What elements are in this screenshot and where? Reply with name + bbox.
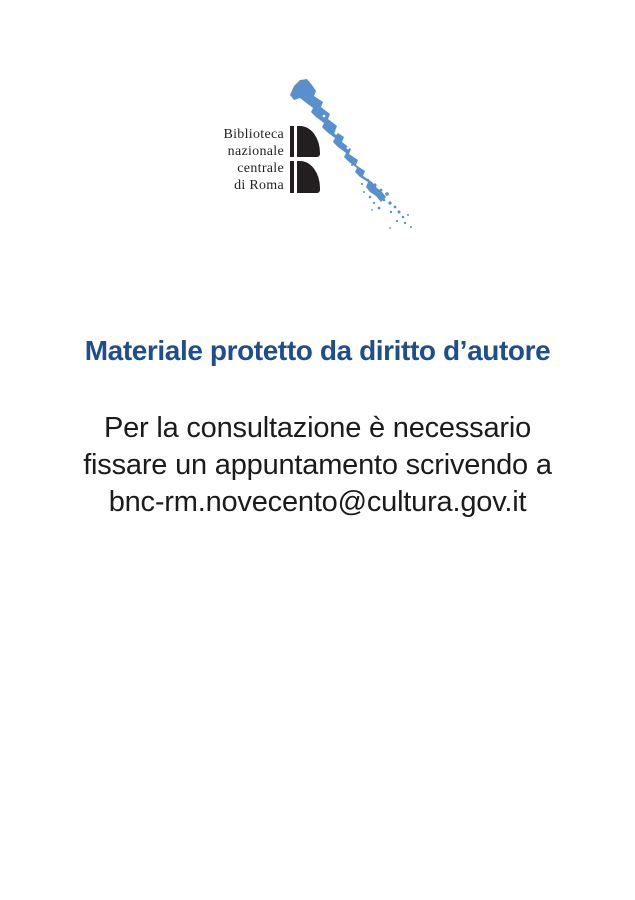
wordmark-line-4: di Roma	[234, 178, 284, 193]
b-bowl-top	[297, 126, 320, 157]
wordmark-line-2: nazionale	[227, 144, 284, 159]
logo-wordmark	[160, 126, 284, 194]
b-stem-bottom	[290, 161, 294, 193]
b-stem-top	[290, 126, 294, 157]
wordmark-line-1: Biblioteca	[223, 127, 284, 142]
instruction-line-2: fissare un appuntamento scrivendo a	[83, 449, 552, 481]
bncr-logo	[0, 0, 635, 240]
instruction-line-1: Per la consultazione è necessario	[103, 412, 532, 444]
logo-b-monogram	[290, 126, 320, 197]
b-bowl-bottom	[297, 161, 320, 193]
appointment-instructions	[0, 410, 635, 521]
copyright-notice-title: Materiale protetto da diritto d’autore	[84, 335, 551, 366]
b-monogram-top-half	[290, 126, 320, 157]
appointment-email: bnc-rm.novecento@cultura.gov.it	[108, 486, 527, 518]
b-monogram-bottom-half	[290, 161, 320, 193]
wordmark-line-3: centrale	[237, 161, 284, 176]
